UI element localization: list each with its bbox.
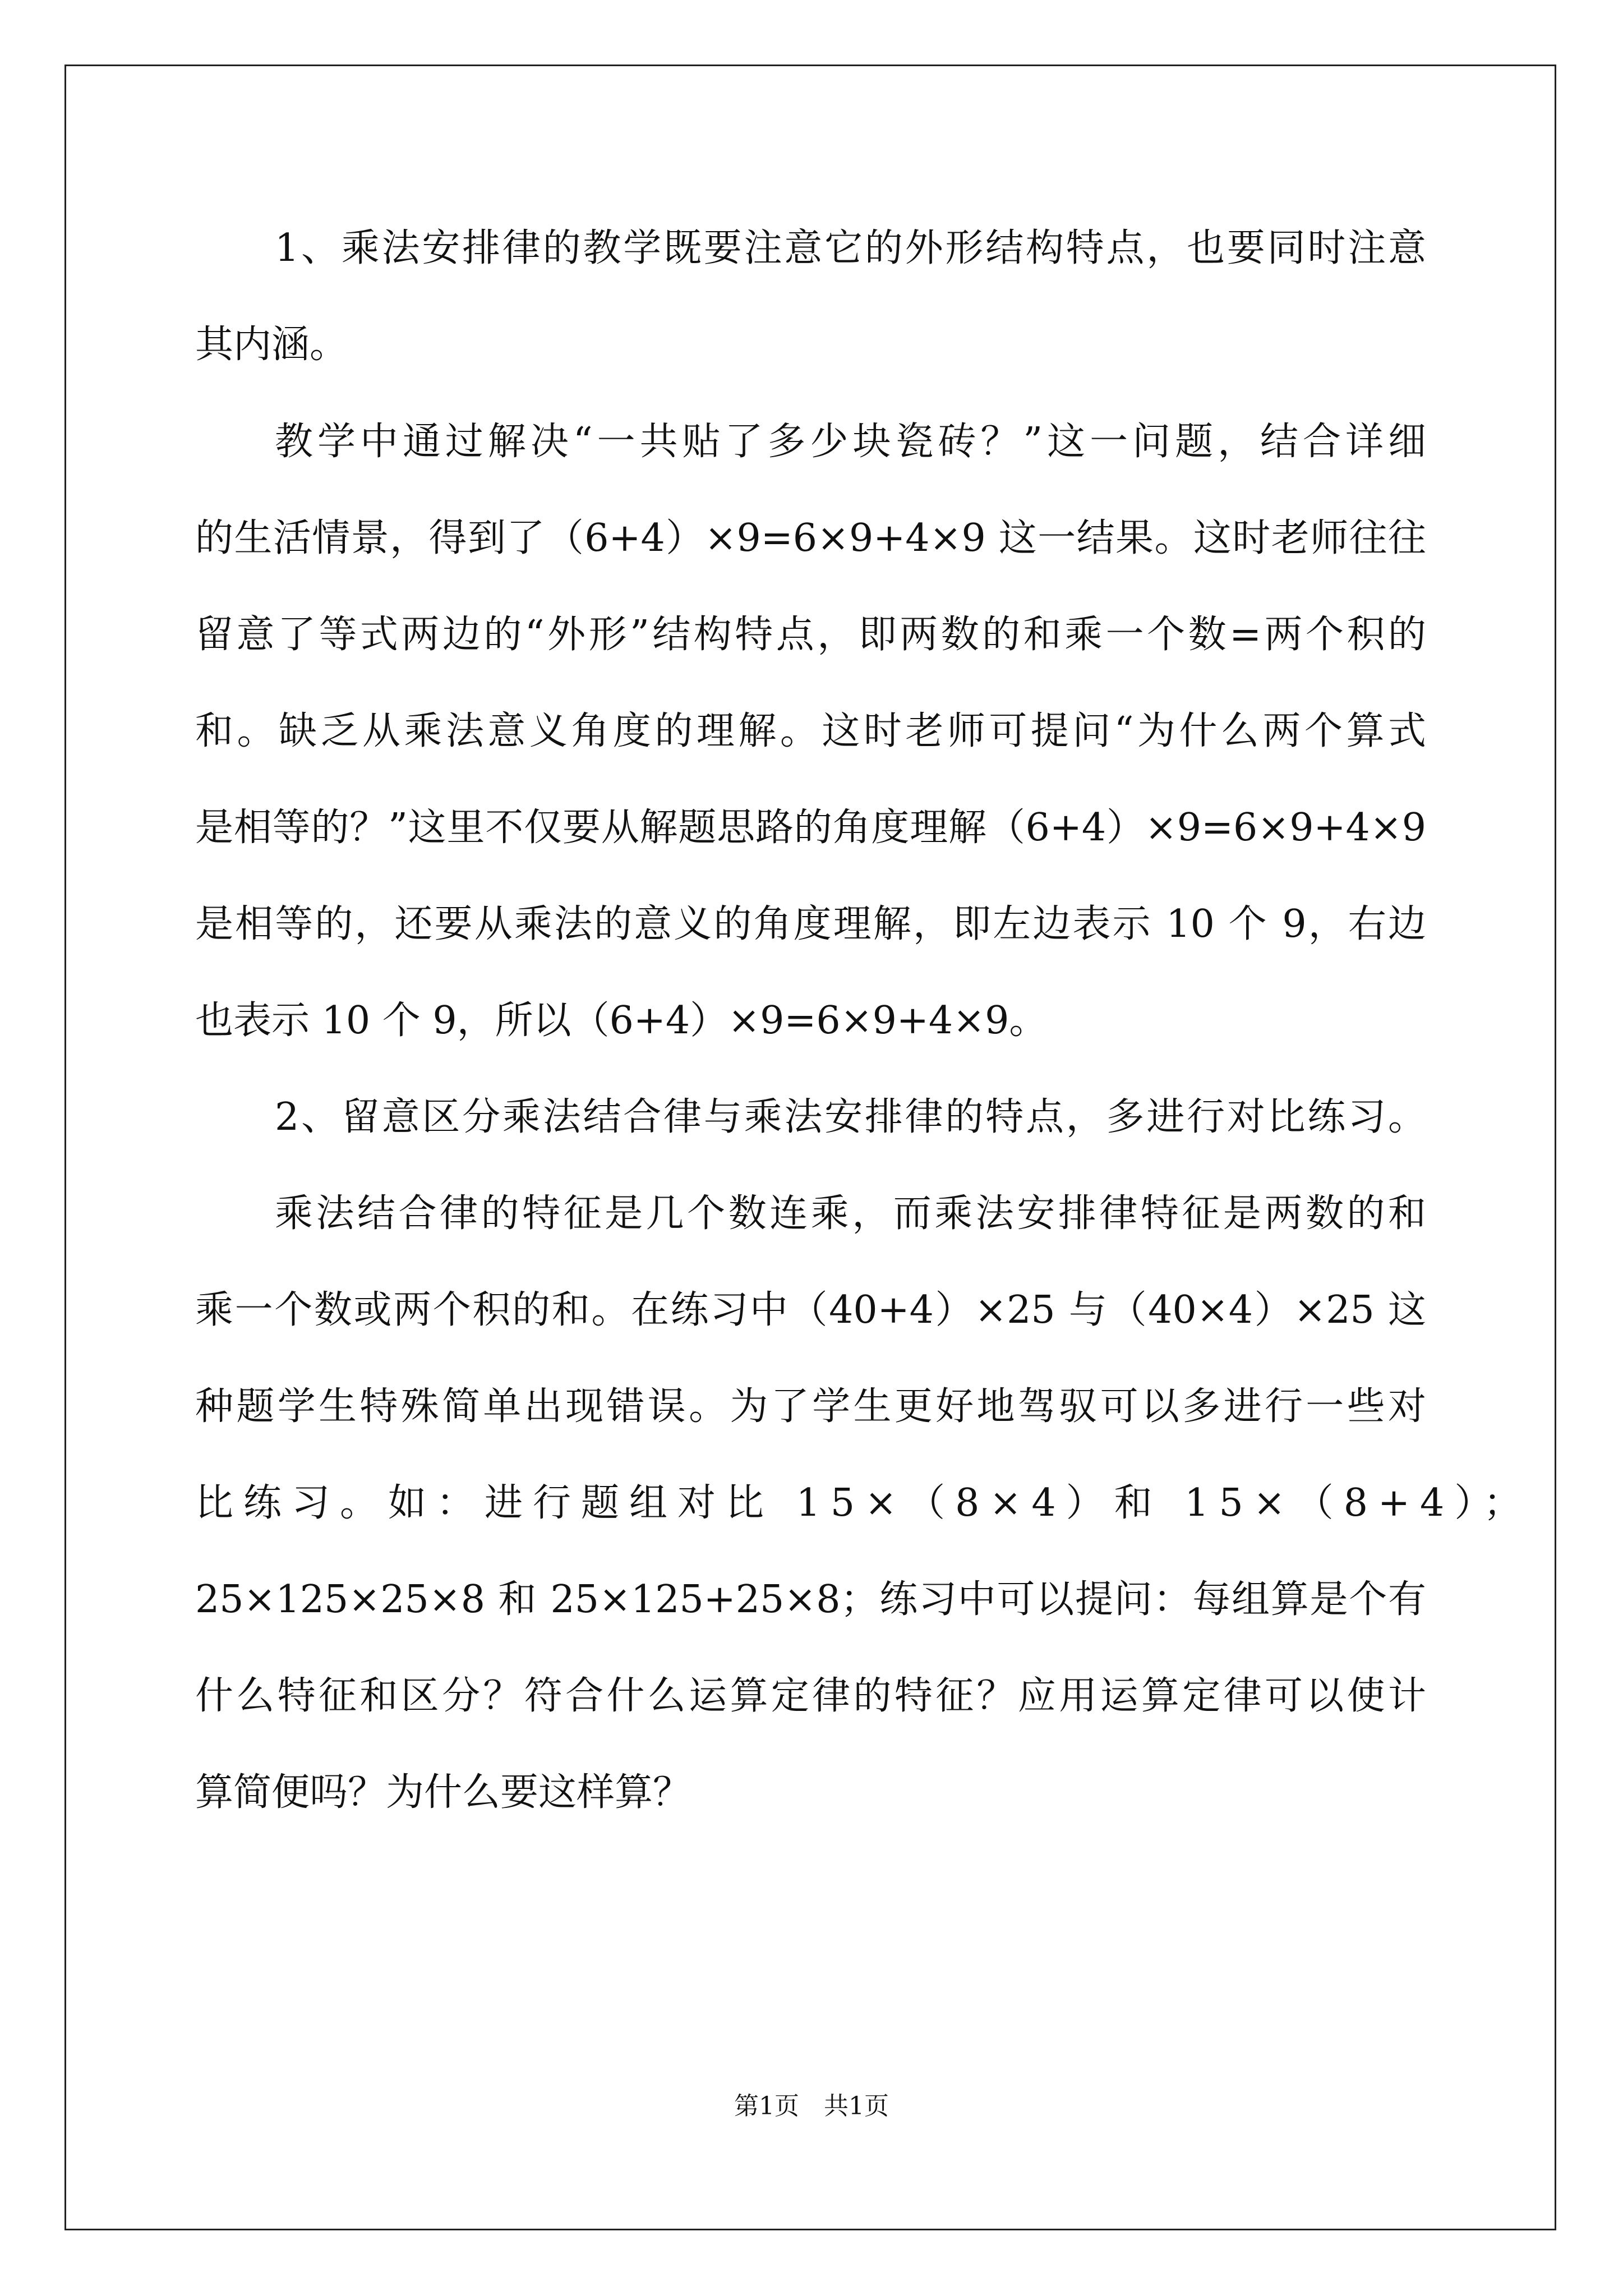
paragraph-line: 教学中通过解决“一共贴了多少块瓷砖？”这一问题，结合详细: [275, 420, 1426, 464]
paragraph-line: 也表示 10 个 9，所以（6+4）×9=6×9+4×9。: [195, 999, 1048, 1043]
paragraph-line: 乘一个数或两个积的和。在练习中（40+4）×25 与（40×4）×25 这: [195, 1288, 1426, 1332]
paragraph-line: 留意了等式两边的“外形”结构特点，即两数的和乘一个数=两个积的: [195, 613, 1426, 657]
paragraph-line: 比练习。如：进行题组对比 15×（8×4）和 15×（8+4）；: [195, 1481, 1532, 1525]
paragraph-line: 是相等的？”这里不仅要从解题思路的角度理解（6+4）×9=6×9+4×9: [195, 806, 1426, 850]
paragraph-line: 其内涵。: [195, 323, 348, 367]
paragraph-line: 算简便吗？为什么要这样算？: [195, 1770, 691, 1815]
paragraph-line: 是相等的，还要从乘法的意义的角度理解，即左边表示 10 个 9，右边: [195, 902, 1426, 946]
paragraph-line: 乘法结合律的特征是几个数连乘，而乘法安排律特征是两数的和: [275, 1191, 1426, 1236]
page-border: [64, 65, 1556, 2230]
paragraph-line: 2、留意区分乘法结合律与乘法安排律的特点，多进行对比练习。: [275, 1095, 1426, 1139]
paragraph-line: 什么特征和区分？符合什么运算定律的特征？应用运算定律可以使计: [195, 1674, 1426, 1718]
paragraph-line: 种题学生特殊简单出现错误。为了学生更好地驾驭可以多进行一些对: [195, 1384, 1426, 1429]
paragraph-line: 1、乘法安排律的教学既要注意它的外形结构特点，也要同时注意: [275, 226, 1426, 270]
page-footer: 第1页 共1页: [734, 2092, 889, 2120]
paragraph-line: 的生活情景，得到了（6+4）×9=6×9+4×9 这一结果。这时老师往往: [195, 516, 1426, 560]
paragraph-line: 和。缺乏从乘法意义角度的理解。这时老师可提问“为什么两个算式: [195, 709, 1426, 753]
paragraph-line: 25×125×25×8 和 25×125+25×8；练习中可以提问：每组算是个有: [195, 1577, 1426, 1622]
